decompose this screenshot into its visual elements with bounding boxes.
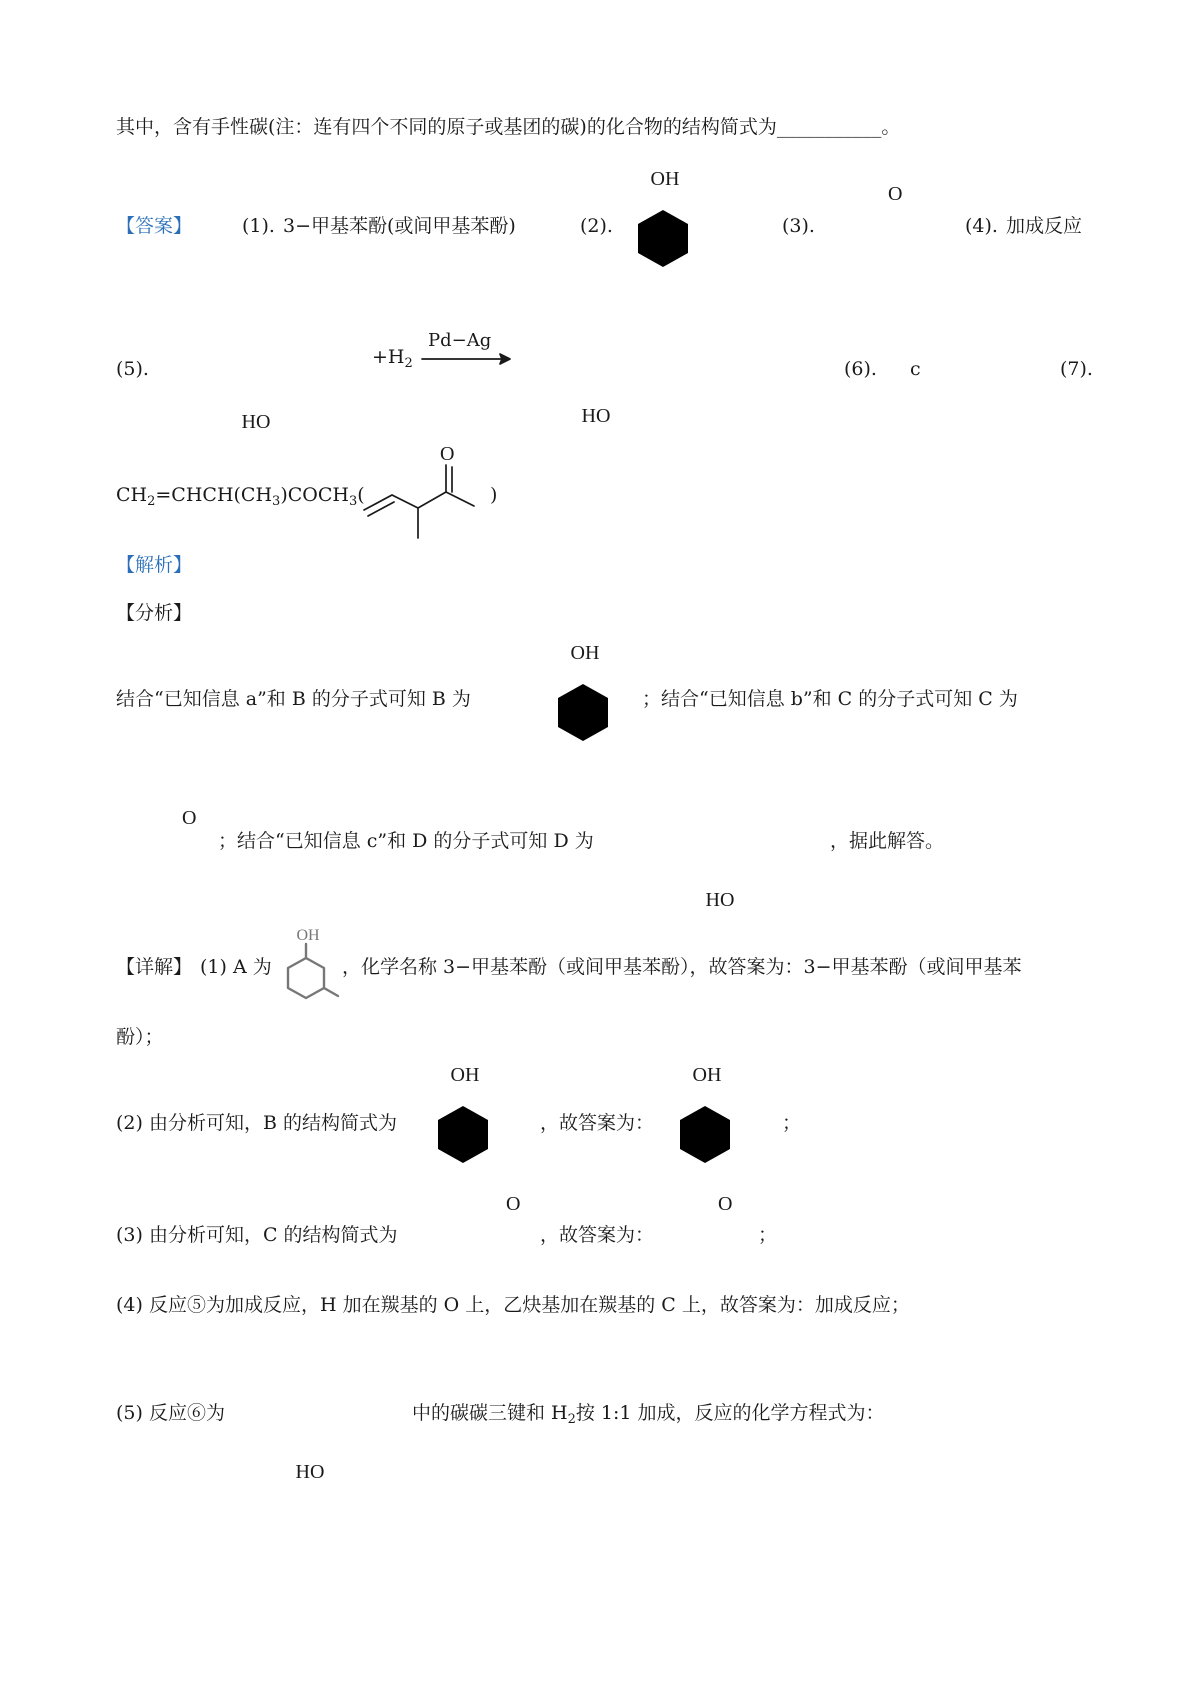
reaction-arrow	[420, 352, 512, 366]
analysis-line1a: 结合“已知信息 a”和 B 的分子式可知 B 为	[116, 688, 471, 710]
intro-line	[116, 118, 900, 137]
answer-1-num: (1).	[242, 215, 275, 237]
analysis-line1b: ；结合“已知信息 b”和 C 的分子式可知 C 为	[642, 688, 1018, 710]
answer-7-close: )	[490, 484, 498, 506]
detail-5a: (5) 反应⑥为	[116, 1402, 225, 1424]
intro-end: 。	[881, 116, 901, 138]
svg-text:HO: HO	[295, 1461, 325, 1483]
detail-5-text: 中的碳碳三键和 $H_2$按 1:1 加成，反应的化学方程式为：	[412, 1402, 885, 1427]
detail-structure-c1	[440, 1190, 540, 1280]
svg-text:O: O	[440, 443, 455, 465]
svg-text:OH: OH	[650, 168, 680, 190]
answer-3-num: (3).	[782, 215, 815, 237]
answer-tag: 【答案】	[116, 215, 193, 237]
svg-text:O: O	[718, 1193, 733, 1215]
answer-1-text: 3−甲基苯酚(或间甲基苯酚)	[283, 215, 516, 237]
answer-7-structure	[362, 440, 492, 540]
answer-5-product	[522, 298, 692, 438]
svg-text:HO: HO	[581, 405, 611, 427]
answer-2-num: (2).	[580, 215, 613, 237]
answer-3-structure	[822, 180, 922, 270]
detail-2c: ；	[782, 1112, 802, 1134]
answer-6-text: c	[910, 358, 921, 380]
analysis-tag: 【解析】	[116, 554, 193, 576]
svg-text:O: O	[506, 1193, 521, 1215]
answer-6-num: (6).	[844, 358, 877, 380]
analysis-structure-b	[540, 634, 640, 754]
answer-2-structure	[620, 160, 720, 280]
analysis-structure-c	[116, 804, 216, 894]
svg-text:O: O	[888, 183, 903, 205]
detail-1a: (1) A 为	[200, 956, 272, 978]
analysis-line2b: ，据此解答。	[830, 830, 945, 852]
svg-text:HO: HO	[241, 411, 271, 433]
detail-3c: ；	[758, 1224, 778, 1246]
detail-1c: 酚）；	[116, 1026, 164, 1048]
analysis-structure-d	[646, 776, 816, 916]
intro-text: 其中，含有手性碳(注：连有四个不同的原子或基团的碳)的化合物的结构简式为	[116, 116, 777, 138]
svg-text:OH: OH	[570, 642, 600, 664]
detail-2b: ，故答案为：	[540, 1112, 655, 1134]
answer-5-reactant	[182, 298, 352, 438]
answer-4-num: (4).	[965, 215, 998, 237]
detail-structure-a	[278, 924, 348, 1010]
answer-5-num: (5).	[116, 358, 149, 380]
detail-structure-b1	[420, 1056, 520, 1176]
intro-blank: ___________	[776, 116, 882, 138]
detail-1b: ，化学名称 3−甲基苯酚（或间甲基苯酚），故答案为：3−甲基苯酚（或间甲基苯	[342, 956, 1022, 978]
detail-4: (4) 反应⑤为加成反应，H 加在羰基的 O 上，乙炔基加在羰基的 C 上，故答案为：加成反应；	[116, 1294, 910, 1316]
svg-text:OH: OH	[692, 1064, 722, 1086]
detail-3a: (3) 由分析可知，C 的结构简式为	[116, 1224, 398, 1246]
answer-7-formula: $CH_2=CHCH(CH_3)COCH_3$(	[116, 484, 365, 509]
svg-text:O: O	[182, 807, 197, 829]
detail-structure-b2	[662, 1056, 762, 1176]
svg-text:OH: OH	[450, 1064, 480, 1086]
answer-7-num: (7).	[1060, 358, 1093, 380]
detail-3b: ，故答案为：	[540, 1224, 655, 1246]
analysis-line2a: ；结合“已知信息 c”和 D 的分子式可知 D 为	[218, 830, 594, 852]
detail-structure-d	[236, 1348, 406, 1488]
answer-5-plus-h2: $+H_2$	[372, 346, 413, 371]
detail-2a: (2) 由分析可知，B 的结构简式为	[116, 1112, 397, 1134]
svg-text:OH: OH	[296, 927, 320, 944]
answer-5-catalyst: Pd−Ag	[428, 330, 492, 351]
analysis-sub-tag: 【分析】	[116, 602, 193, 624]
detail-structure-c2	[652, 1190, 752, 1280]
svg-text:HO: HO	[705, 889, 735, 911]
detail-tag: 【详解】	[116, 956, 193, 978]
answer-4-text: 加成反应	[1006, 215, 1083, 237]
